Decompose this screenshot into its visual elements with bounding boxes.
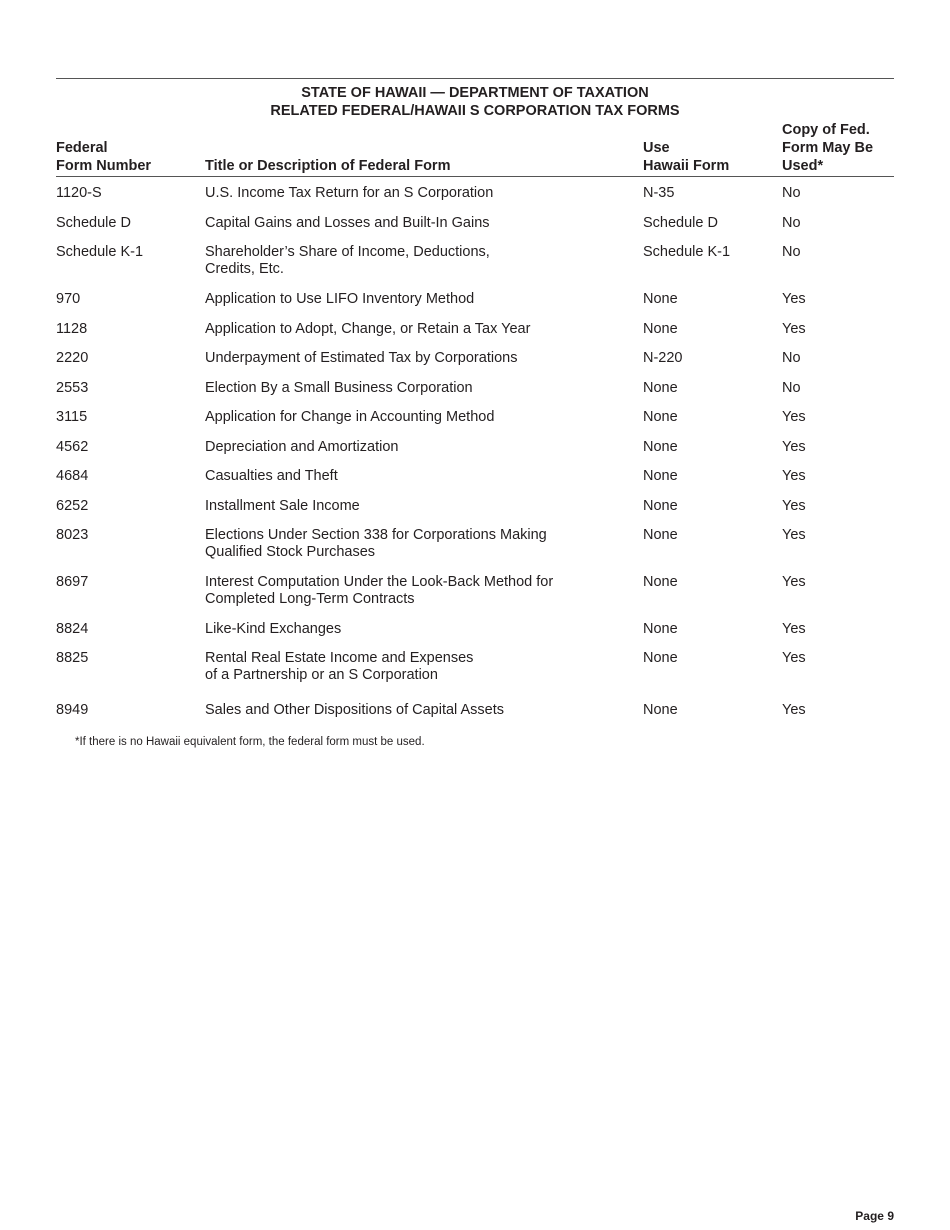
hawaii-form-cell: None bbox=[643, 409, 678, 425]
form-number-cell: 8824 bbox=[56, 620, 89, 637]
description-cell: Depreciation and Amortization bbox=[205, 438, 399, 455]
description-cell: Like-Kind Exchanges bbox=[205, 620, 342, 637]
table-row bbox=[56, 215, 894, 245]
copy-allowed-cell: Yes bbox=[782, 438, 806, 455]
title-line-1: STATE OF HAWAII — DEPARTMENT OF TAXATION bbox=[301, 85, 649, 101]
copy-allowed-cell: No bbox=[782, 350, 801, 366]
form-number-cell: 6252 bbox=[56, 497, 89, 514]
copy-allowed-cell: No bbox=[782, 185, 801, 201]
form-number-cell: Schedule D bbox=[56, 214, 131, 231]
table-header bbox=[56, 121, 894, 177]
copy-allowed-cell: No bbox=[782, 379, 801, 396]
title-line-2: RELATED FEDERAL/HAWAII S CORPORATION TAX FORMS bbox=[270, 103, 680, 119]
copy-allowed-cell: No bbox=[782, 244, 801, 260]
table-row bbox=[56, 702, 894, 732]
table-row bbox=[56, 574, 894, 621]
table-row bbox=[56, 380, 894, 410]
form-number-cell: 8023 bbox=[56, 527, 89, 543]
table-row bbox=[56, 527, 894, 574]
form-number-cell: 8697 bbox=[56, 573, 89, 590]
form-number-cell: 3115 bbox=[56, 409, 88, 425]
copy-allowed-cell: Yes bbox=[782, 409, 806, 425]
hawaii-form-cell: N-35 bbox=[643, 185, 675, 201]
table-row bbox=[56, 291, 894, 321]
hawaii-form-cell: None bbox=[643, 702, 678, 718]
description-cell: U.S. Income Tax Return for an S Corporation bbox=[205, 185, 494, 201]
header-form-number: Federal Form Number bbox=[56, 140, 152, 174]
description-cell: Application to Use LIFO Inventory Method bbox=[205, 291, 475, 307]
description-cell: Capital Gains and Losses and Built-In Gains bbox=[205, 214, 490, 231]
page-title bbox=[56, 84, 894, 120]
hawaii-form-cell: None bbox=[643, 468, 678, 484]
footnote: *If there is no Hawaii equivalent form, the federal form must be used. bbox=[75, 736, 425, 748]
form-number-cell: 1128 bbox=[56, 320, 88, 337]
copy-allowed-cell: Yes bbox=[782, 702, 806, 718]
hawaii-form-cell: None bbox=[643, 379, 678, 396]
description-cell: Election By a Small Business Corporation bbox=[205, 379, 473, 396]
hawaii-form-cell: Schedule K-1 bbox=[643, 244, 731, 260]
form-number-cell: 8825 bbox=[56, 650, 89, 666]
form-number-cell: 2553 bbox=[56, 379, 89, 396]
copy-allowed-cell: Yes bbox=[782, 527, 806, 543]
table-row bbox=[56, 409, 894, 439]
page-number: Page 9 bbox=[855, 1209, 894, 1223]
hawaii-form-cell: N-220 bbox=[643, 350, 683, 366]
copy-allowed-cell: Yes bbox=[782, 620, 806, 637]
hawaii-form-cell: None bbox=[643, 438, 678, 455]
top-divider bbox=[56, 78, 894, 79]
table-row bbox=[56, 468, 894, 498]
hawaii-form-cell: None bbox=[643, 650, 678, 666]
copy-allowed-cell: Yes bbox=[782, 468, 806, 484]
header-description: Title or Description of Federal Form bbox=[205, 158, 451, 174]
table-body bbox=[56, 185, 894, 732]
header-hawaii-form: Use Hawaii Form bbox=[643, 140, 730, 174]
copy-allowed-cell: No bbox=[782, 214, 801, 231]
form-number-cell: 4562 bbox=[56, 438, 89, 455]
table-row bbox=[56, 439, 894, 469]
copy-allowed-cell: Yes bbox=[782, 573, 806, 590]
copy-allowed-cell: Yes bbox=[782, 497, 806, 514]
description-cell: Elections Under Section 338 for Corporations Making Qualified Stock Purchases bbox=[205, 527, 547, 560]
hawaii-form-cell: None bbox=[643, 291, 678, 307]
description-cell: Rental Real Estate Income and Expenses of a Partnership or an S Corporation bbox=[205, 650, 474, 683]
description-cell: Sales and Other Dispositions of Capital Assets bbox=[205, 702, 505, 718]
form-number-cell: 2220 bbox=[56, 350, 89, 366]
table-row bbox=[56, 650, 894, 702]
description-cell: Installment Sale Income bbox=[205, 497, 360, 514]
description-cell: Underpayment of Estimated Tax by Corporations bbox=[205, 350, 518, 366]
form-number-cell: 970 bbox=[56, 291, 81, 307]
form-number-cell: 1120-S bbox=[56, 185, 102, 201]
hawaii-form-cell: None bbox=[643, 620, 678, 637]
hawaii-form-cell: None bbox=[643, 573, 678, 590]
table-row bbox=[56, 244, 894, 291]
table-row bbox=[56, 185, 894, 215]
form-number-cell: 4684 bbox=[56, 468, 89, 484]
description-cell: Application to Adopt, Change, or Retain a Tax Year bbox=[205, 320, 531, 337]
table-row bbox=[56, 498, 894, 528]
table-row bbox=[56, 321, 894, 351]
description-cell: Casualties and Theft bbox=[205, 468, 338, 484]
form-number-cell: Schedule K-1 bbox=[56, 244, 144, 260]
copy-allowed-cell: Yes bbox=[782, 291, 806, 307]
hawaii-form-cell: None bbox=[643, 497, 678, 514]
hawaii-form-cell: None bbox=[643, 320, 678, 337]
hawaii-form-cell: None bbox=[643, 527, 678, 543]
copy-allowed-cell: Yes bbox=[782, 320, 806, 337]
hawaii-form-cell: Schedule D bbox=[643, 214, 718, 231]
header-copy-allowed: Copy of Fed. Form May Be Used* bbox=[782, 122, 874, 174]
form-number-cell: 8949 bbox=[56, 702, 89, 718]
description-cell: Interest Computation Under the Look-Back Method for Completed Long-Term Contracts bbox=[205, 573, 554, 607]
table-row bbox=[56, 350, 894, 380]
table-row bbox=[56, 621, 894, 651]
copy-allowed-cell: Yes bbox=[782, 650, 806, 666]
description-cell: Application for Change in Accounting Method bbox=[205, 409, 495, 425]
description-cell: Shareholder’s Share of Income, Deductions, Credits, Etc. bbox=[205, 244, 490, 277]
